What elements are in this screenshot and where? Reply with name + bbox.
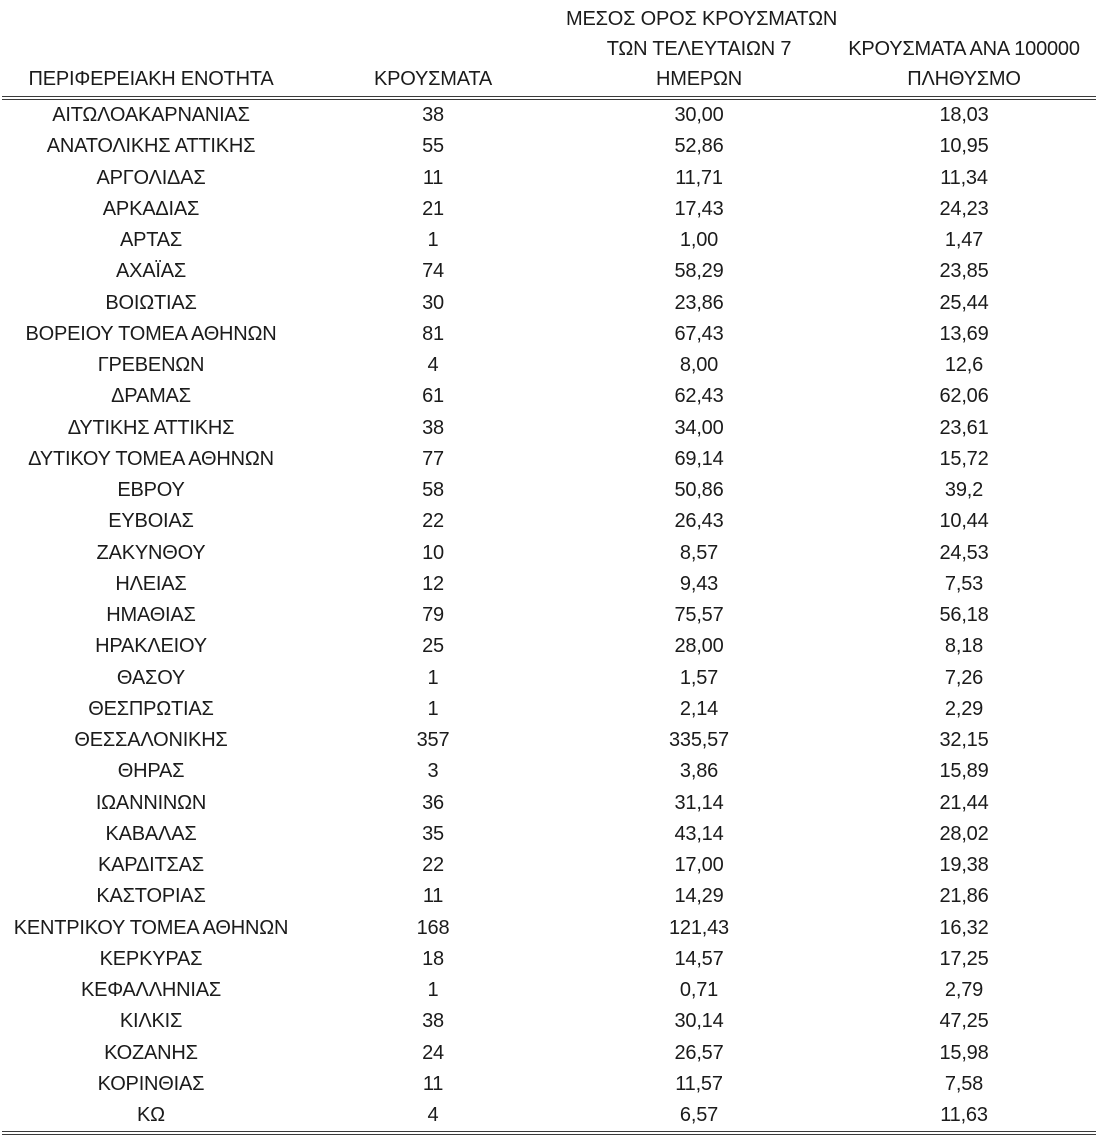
per100k-cell: 17,25 xyxy=(939,947,989,970)
per100k-cell: 15,98 xyxy=(939,1041,989,1064)
col-header-avg7-line3: ΗΜΕΡΩΝ xyxy=(656,68,742,90)
avg7-cell: 67,43 xyxy=(674,322,724,345)
cases-cell: 357 xyxy=(416,729,450,752)
table-row xyxy=(2,1006,1096,1037)
per100k-cell: 7,26 xyxy=(944,666,984,689)
col-header-cases-label: ΚΡΟΥΣΜΑΤΑ xyxy=(373,68,493,90)
header-row xyxy=(2,0,1096,98)
region-cell: ΑΙΤΩΛΟΑΚΑΡΝΑΝΙΑΣ xyxy=(52,104,250,127)
region-cell: ΓΡΕΒΕΝΩΝ xyxy=(97,354,205,377)
table-row xyxy=(2,131,1096,162)
table-row xyxy=(2,444,1096,475)
per100k-cell: 24,53 xyxy=(939,541,989,564)
per100k-cell: 7,58 xyxy=(944,1072,984,1095)
table-row xyxy=(2,631,1096,662)
per100k-cell: 8,18 xyxy=(944,635,984,658)
col-header-cases xyxy=(300,0,566,98)
per100k-cell: 23,61 xyxy=(939,416,989,439)
cases-cell: 58 xyxy=(422,479,444,502)
avg7-cell: 9,43 xyxy=(679,572,719,595)
per100k-cell: 56,18 xyxy=(939,604,989,627)
cases-cell: 35 xyxy=(422,822,444,845)
region-cell: ΚΙΛΚΙΣ xyxy=(119,1010,183,1033)
avg7-cell: 17,00 xyxy=(674,854,724,877)
avg7-cell: 11,57 xyxy=(675,1072,723,1095)
region-cell: ΒΟΡΕΙΟΥ ΤΟΜΕΑ ΑΘΗΝΩΝ xyxy=(25,322,277,345)
avg7-cell: 1,57 xyxy=(679,666,719,689)
cases-cell: 21 xyxy=(422,197,444,220)
avg7-cell: 335,57 xyxy=(669,729,729,752)
region-cell: ΒΟΙΩΤΙΑΣ xyxy=(105,291,197,314)
avg7-cell: 14,29 xyxy=(674,885,724,908)
per100k-cell: 13,69 xyxy=(939,322,989,345)
col-header-per100k xyxy=(832,0,1096,98)
cases-cell: 77 xyxy=(422,447,444,470)
cases-cell: 61 xyxy=(422,385,444,408)
table-row xyxy=(2,913,1096,944)
table-row xyxy=(2,1100,1096,1133)
per100k-cell: 21,86 xyxy=(939,885,989,908)
cases-cell: 38 xyxy=(422,416,444,439)
region-cell: ΔΡΑΜΑΣ xyxy=(111,385,191,408)
per100k-cell: 16,32 xyxy=(939,916,989,939)
cases-cell: 81 xyxy=(422,322,444,345)
cases-cell: 4 xyxy=(427,354,439,377)
cases-cell: 10 xyxy=(422,541,444,564)
avg7-cell: 62,43 xyxy=(674,385,724,408)
table-row xyxy=(2,475,1096,506)
table-row xyxy=(2,881,1096,912)
per100k-cell: 21,44 xyxy=(939,791,989,814)
region-cell: ΘΗΡΑΣ xyxy=(117,760,185,783)
region-cell: ΚΕΡΚΥΡΑΣ xyxy=(99,947,203,970)
per100k-cell: 32,15 xyxy=(939,729,989,752)
region-cell: ΔΥΤΙΚΗΣ ΑΤΤΙΚΗΣ xyxy=(67,416,235,439)
table-row xyxy=(2,1038,1096,1069)
table-body xyxy=(2,98,1096,1133)
per100k-cell: 11,34 xyxy=(940,166,988,189)
avg7-cell: 17,43 xyxy=(674,197,724,220)
per100k-cell: 11,63 xyxy=(940,1104,988,1127)
region-cell: ΘΑΣΟΥ xyxy=(116,666,186,689)
col-header-avg7-line2: ΤΩΝ ΤΕΛΕΥΤΑΙΩΝ 7 xyxy=(606,38,792,60)
table-row xyxy=(2,819,1096,850)
cases-cell: 22 xyxy=(422,510,444,533)
cases-cell: 1 xyxy=(427,666,439,689)
cases-cell: 1 xyxy=(427,229,439,252)
avg7-cell: 23,86 xyxy=(674,291,724,314)
table-header xyxy=(2,0,1096,98)
table-row xyxy=(2,944,1096,975)
region-cell: ΑΡΚΑΔΙΑΣ xyxy=(102,197,200,220)
region-cell: ΘΕΣΣΑΛΟΝΙΚΗΣ xyxy=(74,729,228,752)
region-cell: ΑΧΑΪΑΣ xyxy=(115,260,187,283)
per100k-cell: 24,23 xyxy=(939,197,989,220)
table-row xyxy=(2,756,1096,787)
table-row xyxy=(2,288,1096,319)
region-cell: ΗΛΕΙΑΣ xyxy=(115,572,187,595)
avg7-cell: 6,57 xyxy=(679,1104,719,1127)
region-cell: ΗΜΑΘΙΑΣ xyxy=(106,604,196,627)
avg7-cell: 26,43 xyxy=(674,510,724,533)
per100k-cell: 62,06 xyxy=(939,385,989,408)
region-cell: ΑΡΤΑΣ xyxy=(119,229,183,252)
avg7-cell: 11,71 xyxy=(675,166,723,189)
avg7-cell: 3,86 xyxy=(679,760,719,783)
cases-cell: 168 xyxy=(416,916,450,939)
region-cell: ΕΥΒΟΙΑΣ xyxy=(108,510,194,533)
region-cell: ΚΑΣΤΟΡΙΑΣ xyxy=(96,885,206,908)
avg7-cell: 75,57 xyxy=(674,604,724,627)
avg7-cell: 8,57 xyxy=(679,541,719,564)
cases-cell: 18 xyxy=(422,947,444,970)
table-row xyxy=(2,506,1096,537)
avg7-cell: 8,00 xyxy=(679,354,719,377)
col-header-avg7 xyxy=(566,0,838,98)
region-cell: ΑΝΑΤΟΛΙΚΗΣ ΑΤΤΙΚΗΣ xyxy=(46,135,256,158)
table-row xyxy=(2,98,1096,131)
table-row xyxy=(2,1069,1096,1100)
cases-cell: 25 xyxy=(422,635,444,658)
region-cell: ΑΡΓΟΛΙΔΑΣ xyxy=(96,166,206,189)
per100k-cell: 10,44 xyxy=(939,510,989,533)
per100k-cell: 12,6 xyxy=(944,354,984,377)
avg7-cell: 50,86 xyxy=(674,479,724,502)
region-cell: ΚΟΖΑΝΗΣ xyxy=(104,1041,198,1064)
per100k-cell: 23,85 xyxy=(939,260,989,283)
table-row xyxy=(2,350,1096,381)
cases-cell: 38 xyxy=(422,1010,444,1033)
table-row xyxy=(2,694,1096,725)
cases-cell: 79 xyxy=(422,604,444,627)
region-cell: ΗΡΑΚΛΕΙΟΥ xyxy=(95,635,207,658)
table-row xyxy=(2,975,1096,1006)
avg7-cell: 14,57 xyxy=(674,947,724,970)
region-cell: ΔΥΤΙΚΟΥ ΤΟΜΕΑ ΑΘΗΝΩΝ xyxy=(28,447,274,470)
avg7-cell: 26,57 xyxy=(674,1041,724,1064)
cases-cell: 55 xyxy=(422,135,444,158)
col-header-region-label: ΠΕΡΙΦΕΡΕΙΑΚΗ ΕΝΟΤΗΤΑ xyxy=(28,68,274,90)
col-header-region xyxy=(2,0,300,98)
per100k-cell: 10,95 xyxy=(939,135,989,158)
table-row xyxy=(2,850,1096,881)
regional-cases-table xyxy=(2,0,1096,1135)
per100k-cell: 1,47 xyxy=(944,229,984,252)
cases-cell: 3 xyxy=(427,760,439,783)
avg7-cell: 121,43 xyxy=(669,916,729,939)
table-row xyxy=(2,381,1096,412)
avg7-cell: 0,71 xyxy=(679,979,719,1002)
cases-cell: 11 xyxy=(422,166,444,189)
avg7-cell: 43,14 xyxy=(674,822,724,845)
avg7-cell: 30,14 xyxy=(674,1010,724,1033)
cases-cell: 1 xyxy=(427,979,439,1002)
region-cell: ΕΒΡΟΥ xyxy=(117,479,185,502)
avg7-cell: 28,00 xyxy=(674,635,724,658)
per100k-cell: 7,53 xyxy=(944,572,984,595)
table-row xyxy=(2,163,1096,194)
avg7-cell: 69,14 xyxy=(674,447,724,470)
table-row xyxy=(2,538,1096,569)
table-row xyxy=(2,569,1096,600)
cases-cell: 74 xyxy=(422,260,444,283)
region-cell: ΚΕΦΑΛΛΗΝΙΑΣ xyxy=(80,979,222,1002)
table-row xyxy=(2,225,1096,256)
cases-cell: 30 xyxy=(422,291,444,314)
col-header-avg7-line1: ΜΕΣΟΣ ΟΡΟΣ ΚΡΟΥΣΜΑΤΩΝ xyxy=(566,8,838,30)
per100k-cell: 28,02 xyxy=(939,822,989,845)
table-row xyxy=(2,319,1096,350)
avg7-cell: 2,14 xyxy=(679,697,719,720)
avg7-cell: 30,00 xyxy=(674,104,724,127)
cases-cell: 11 xyxy=(422,1072,444,1095)
region-cell: ΚΑΡΔΙΤΣΑΣ xyxy=(98,854,204,877)
cases-cell: 36 xyxy=(422,791,444,814)
cases-cell: 38 xyxy=(422,104,444,127)
region-cell: ΚΩ xyxy=(137,1104,165,1127)
table-row xyxy=(2,725,1096,756)
cases-cell: 24 xyxy=(422,1041,444,1064)
region-cell: ΚΕΝΤΡΙΚΟΥ ΤΟΜΕΑ ΑΘΗΝΩΝ xyxy=(13,916,289,939)
avg7-cell: 1,00 xyxy=(679,229,719,252)
region-cell: ΚΑΒΑΛΑΣ xyxy=(105,822,197,845)
avg7-cell: 52,86 xyxy=(674,135,724,158)
per100k-cell: 15,72 xyxy=(939,447,989,470)
table-row xyxy=(2,663,1096,694)
cases-cell: 1 xyxy=(427,697,439,720)
per100k-cell: 25,44 xyxy=(939,291,989,314)
cases-cell: 11 xyxy=(422,885,444,908)
per100k-cell: 47,25 xyxy=(939,1010,989,1033)
cases-cell: 22 xyxy=(422,854,444,877)
avg7-cell: 58,29 xyxy=(674,260,724,283)
table-row xyxy=(2,194,1096,225)
table-row xyxy=(2,788,1096,819)
avg7-cell: 34,00 xyxy=(674,416,724,439)
region-cell: ΘΕΣΠΡΩΤΙΑΣ xyxy=(88,697,214,720)
col-header-per100k-line1: ΚΡΟΥΣΜΑΤΑ ΑΝΑ 100000 xyxy=(848,38,1080,60)
region-cell: ΙΩΑΝΝΙΝΩΝ xyxy=(95,791,207,814)
per100k-cell: 39,2 xyxy=(944,479,984,502)
per100k-cell: 19,38 xyxy=(939,854,989,877)
avg7-cell: 31,14 xyxy=(674,791,724,814)
table-row xyxy=(2,600,1096,631)
table-row xyxy=(2,413,1096,444)
region-cell: ΚΟΡΙΝΘΙΑΣ xyxy=(97,1072,205,1095)
region-cell: ΖΑΚΥΝΘΟΥ xyxy=(96,541,206,564)
per100k-cell: 2,29 xyxy=(944,697,984,720)
per100k-cell: 18,03 xyxy=(939,104,989,127)
col-header-per100k-line2: ΠΛΗΘΥΣΜΟ xyxy=(907,68,1021,90)
cases-cell: 12 xyxy=(422,572,444,595)
per100k-cell: 15,89 xyxy=(939,760,989,783)
cases-cell: 4 xyxy=(427,1104,439,1127)
per100k-cell: 2,79 xyxy=(944,979,984,1002)
table-row xyxy=(2,256,1096,287)
